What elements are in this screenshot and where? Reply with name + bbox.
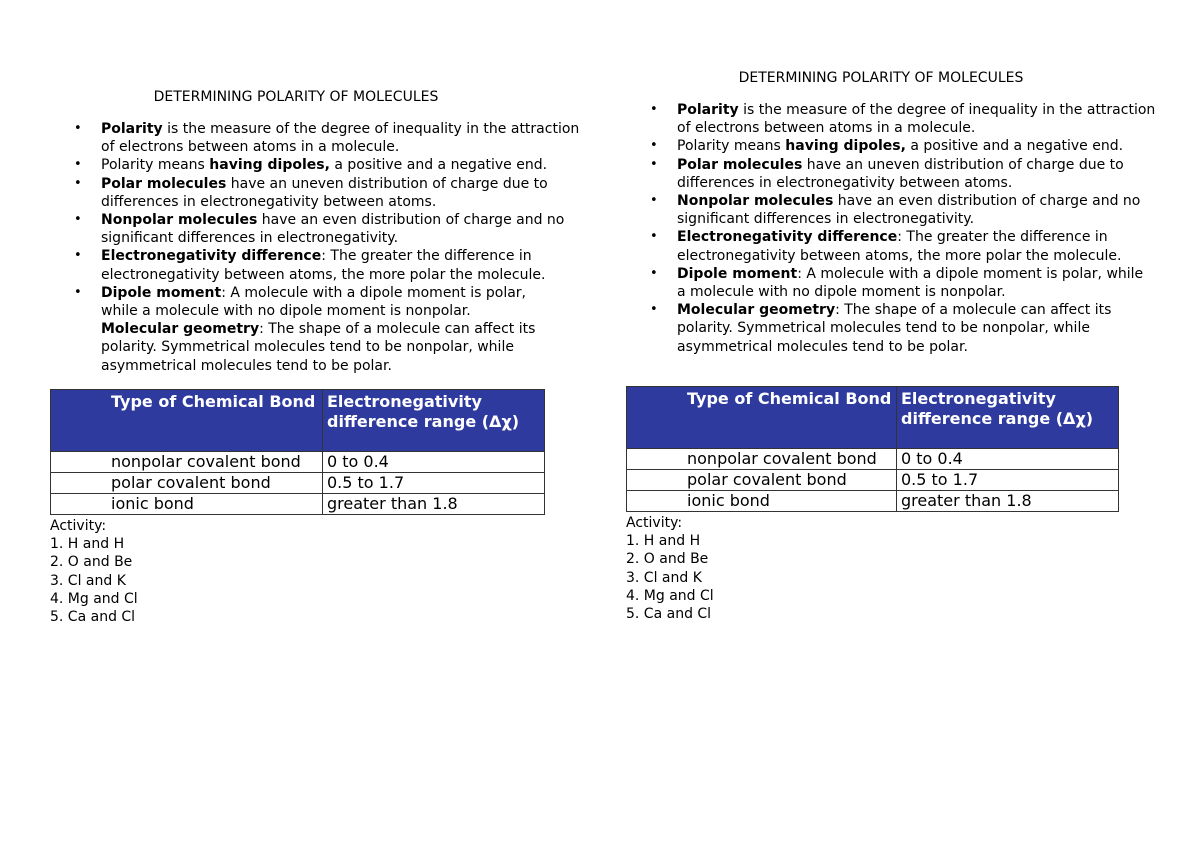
range-cell: greater than 1.8 bbox=[323, 493, 545, 514]
list-item bbox=[50, 211, 580, 247]
activity-item: 1. H and H bbox=[50, 536, 125, 553]
activity-item: 2. O and Be bbox=[626, 551, 709, 568]
list-item bbox=[50, 156, 580, 174]
activity-item: 4. Mg and Cl bbox=[50, 591, 138, 608]
list-item bbox=[626, 192, 1156, 228]
bullet-icon: • bbox=[74, 157, 82, 173]
bond-type-cell: ionic bond bbox=[627, 490, 897, 511]
definition: have an uneven distribution of charge due to differences in electronegativity between atoms. bbox=[677, 156, 1124, 191]
bond-type-cell: nonpolar covalent bond bbox=[627, 448, 897, 469]
range-cell: 0 to 0.4 bbox=[897, 448, 1119, 469]
bond-table bbox=[50, 389, 545, 515]
bullet-icon: • bbox=[650, 193, 658, 209]
definition: : The greater the difference in electronegativity between atoms, the more polar the molecule. bbox=[677, 229, 1122, 264]
term: Dipole moment bbox=[101, 284, 222, 301]
bullet-icon: • bbox=[650, 102, 658, 117]
activity-item: 3. Cl and K bbox=[50, 572, 126, 589]
term: Nonpolar molecules bbox=[101, 212, 258, 229]
definition-continued: while a molecule with no dipole moment is nonpolar. bbox=[101, 303, 471, 320]
bullet-icon: • bbox=[650, 138, 658, 154]
bullet-list bbox=[50, 120, 580, 375]
range-cell: greater than 1.8 bbox=[897, 490, 1119, 511]
bond-type-cell: polar covalent bond bbox=[627, 469, 897, 490]
definition: : The greater the difference in electronegativity between atoms, the more polar the molecule. bbox=[101, 248, 546, 283]
list-item bbox=[626, 301, 1156, 356]
page-title: DETERMINING POLARITY OF MOLECULES bbox=[738, 70, 1024, 86]
term: Molecular geometry bbox=[677, 302, 836, 319]
bullet-icon: • bbox=[650, 156, 658, 172]
range-cell: 0.5 to 1.7 bbox=[897, 469, 1119, 490]
activity-item: 2. O and Be bbox=[50, 554, 133, 571]
left-handout bbox=[50, 89, 580, 627]
definition: is the measure of the degree of inequality in the attraction of electrons between atoms in a molecule. bbox=[677, 102, 1156, 137]
bullet-icon: • bbox=[74, 121, 82, 136]
table-row bbox=[627, 448, 1119, 469]
activity-label: Activity: bbox=[626, 514, 683, 531]
bullet-icon: • bbox=[74, 175, 82, 191]
table-header-row bbox=[627, 386, 1119, 448]
bond-type-cell: polar covalent bond bbox=[51, 472, 323, 493]
table-row bbox=[627, 490, 1119, 511]
definition: a positive and a negative end. bbox=[905, 138, 1124, 155]
definition: a positive and a negative end. bbox=[329, 157, 548, 174]
list-item bbox=[626, 228, 1156, 264]
definition: : A molecule with a dipole moment is polar, while a molecule with no dipole moment is nonpolar. bbox=[677, 265, 1144, 301]
list-item bbox=[626, 156, 1156, 192]
activity-item: 1. H and H bbox=[626, 533, 701, 550]
table-row bbox=[51, 472, 545, 493]
column-header: Electronegativity difference range (Δχ) bbox=[323, 389, 545, 451]
table-header-row bbox=[51, 389, 545, 451]
bullet-icon: • bbox=[650, 265, 658, 281]
column-header: Type of Chemical Bond bbox=[51, 389, 323, 451]
term: Dipole moment bbox=[677, 265, 798, 282]
list-item bbox=[50, 120, 580, 156]
definition: have an even distribution of charge and no significant differences in electronegativity. bbox=[101, 212, 565, 247]
definition: : A molecule with a dipole moment is polar, bbox=[221, 284, 527, 301]
table-row bbox=[51, 493, 545, 514]
activity-item: 5. Ca and Cl bbox=[626, 606, 712, 623]
bullet-icon: • bbox=[74, 248, 82, 264]
term: Polarity bbox=[677, 102, 739, 118]
right-handout bbox=[626, 70, 1156, 624]
column-header: Type of Chemical Bond bbox=[627, 386, 897, 448]
definition: have an even distribution of charge and no significant differences in electronegativity. bbox=[677, 193, 1141, 228]
bullet-icon: • bbox=[74, 212, 82, 228]
table-row bbox=[627, 469, 1119, 490]
term: Molecular geometry bbox=[101, 321, 260, 338]
list-item bbox=[626, 265, 1156, 301]
list-item bbox=[50, 247, 580, 283]
activity-item: 5. Ca and Cl bbox=[50, 609, 136, 626]
term: Electronegativity difference bbox=[677, 229, 898, 246]
table-row bbox=[51, 451, 545, 472]
definition: have an uneven distribution of charge due to differences in electronegativity between atoms. bbox=[101, 175, 548, 210]
bond-table bbox=[626, 386, 1119, 512]
bond-type-cell: ionic bond bbox=[51, 493, 323, 514]
activity-label: Activity: bbox=[50, 517, 107, 534]
term: Polar molecules bbox=[101, 175, 227, 192]
term: Polarity bbox=[101, 121, 163, 137]
bullet-icon: • bbox=[650, 302, 658, 318]
range-cell: 0 to 0.4 bbox=[323, 451, 545, 472]
term: having dipoles, bbox=[785, 138, 906, 155]
bullet-list bbox=[626, 101, 1156, 356]
term: Nonpolar molecules bbox=[677, 193, 834, 210]
activity-section bbox=[626, 514, 1156, 624]
activity-item: 4. Mg and Cl bbox=[626, 588, 714, 605]
definition: : The shape of a molecule can affect its polarity. Symmetrical molecules tend to be nonpolar, while asymmetrical molecules tend to be polar. bbox=[677, 302, 1112, 355]
list-item bbox=[626, 137, 1156, 155]
definition: is the measure of the degree of inequality in the attraction of electrons between atoms in a molecule. bbox=[101, 121, 580, 156]
range-cell: 0.5 to 1.7 bbox=[323, 472, 545, 493]
page-title: DETERMINING POLARITY OF MOLECULES bbox=[153, 89, 439, 105]
definition-prefix: Polarity means bbox=[101, 157, 210, 174]
bond-type-cell: nonpolar covalent bond bbox=[51, 451, 323, 472]
list-item bbox=[626, 101, 1156, 137]
bullet-icon: • bbox=[650, 229, 658, 245]
term: Polar molecules bbox=[677, 156, 803, 173]
term: having dipoles, bbox=[209, 157, 330, 174]
term: Electronegativity difference bbox=[101, 248, 322, 265]
list-item bbox=[50, 284, 580, 375]
activity-section bbox=[50, 517, 580, 627]
list-item bbox=[50, 175, 580, 211]
column-header: Electronegativity difference range (Δχ) bbox=[897, 386, 1119, 448]
bullet-icon: • bbox=[74, 284, 82, 300]
definition-prefix: Polarity means bbox=[677, 138, 786, 155]
activity-item: 3. Cl and K bbox=[626, 569, 702, 586]
definition: : The shape of a molecule can affect its polarity. Symmetrical molecules tend to be nonpolar, while asymmetrical molecules tend to be polar. bbox=[101, 321, 536, 374]
